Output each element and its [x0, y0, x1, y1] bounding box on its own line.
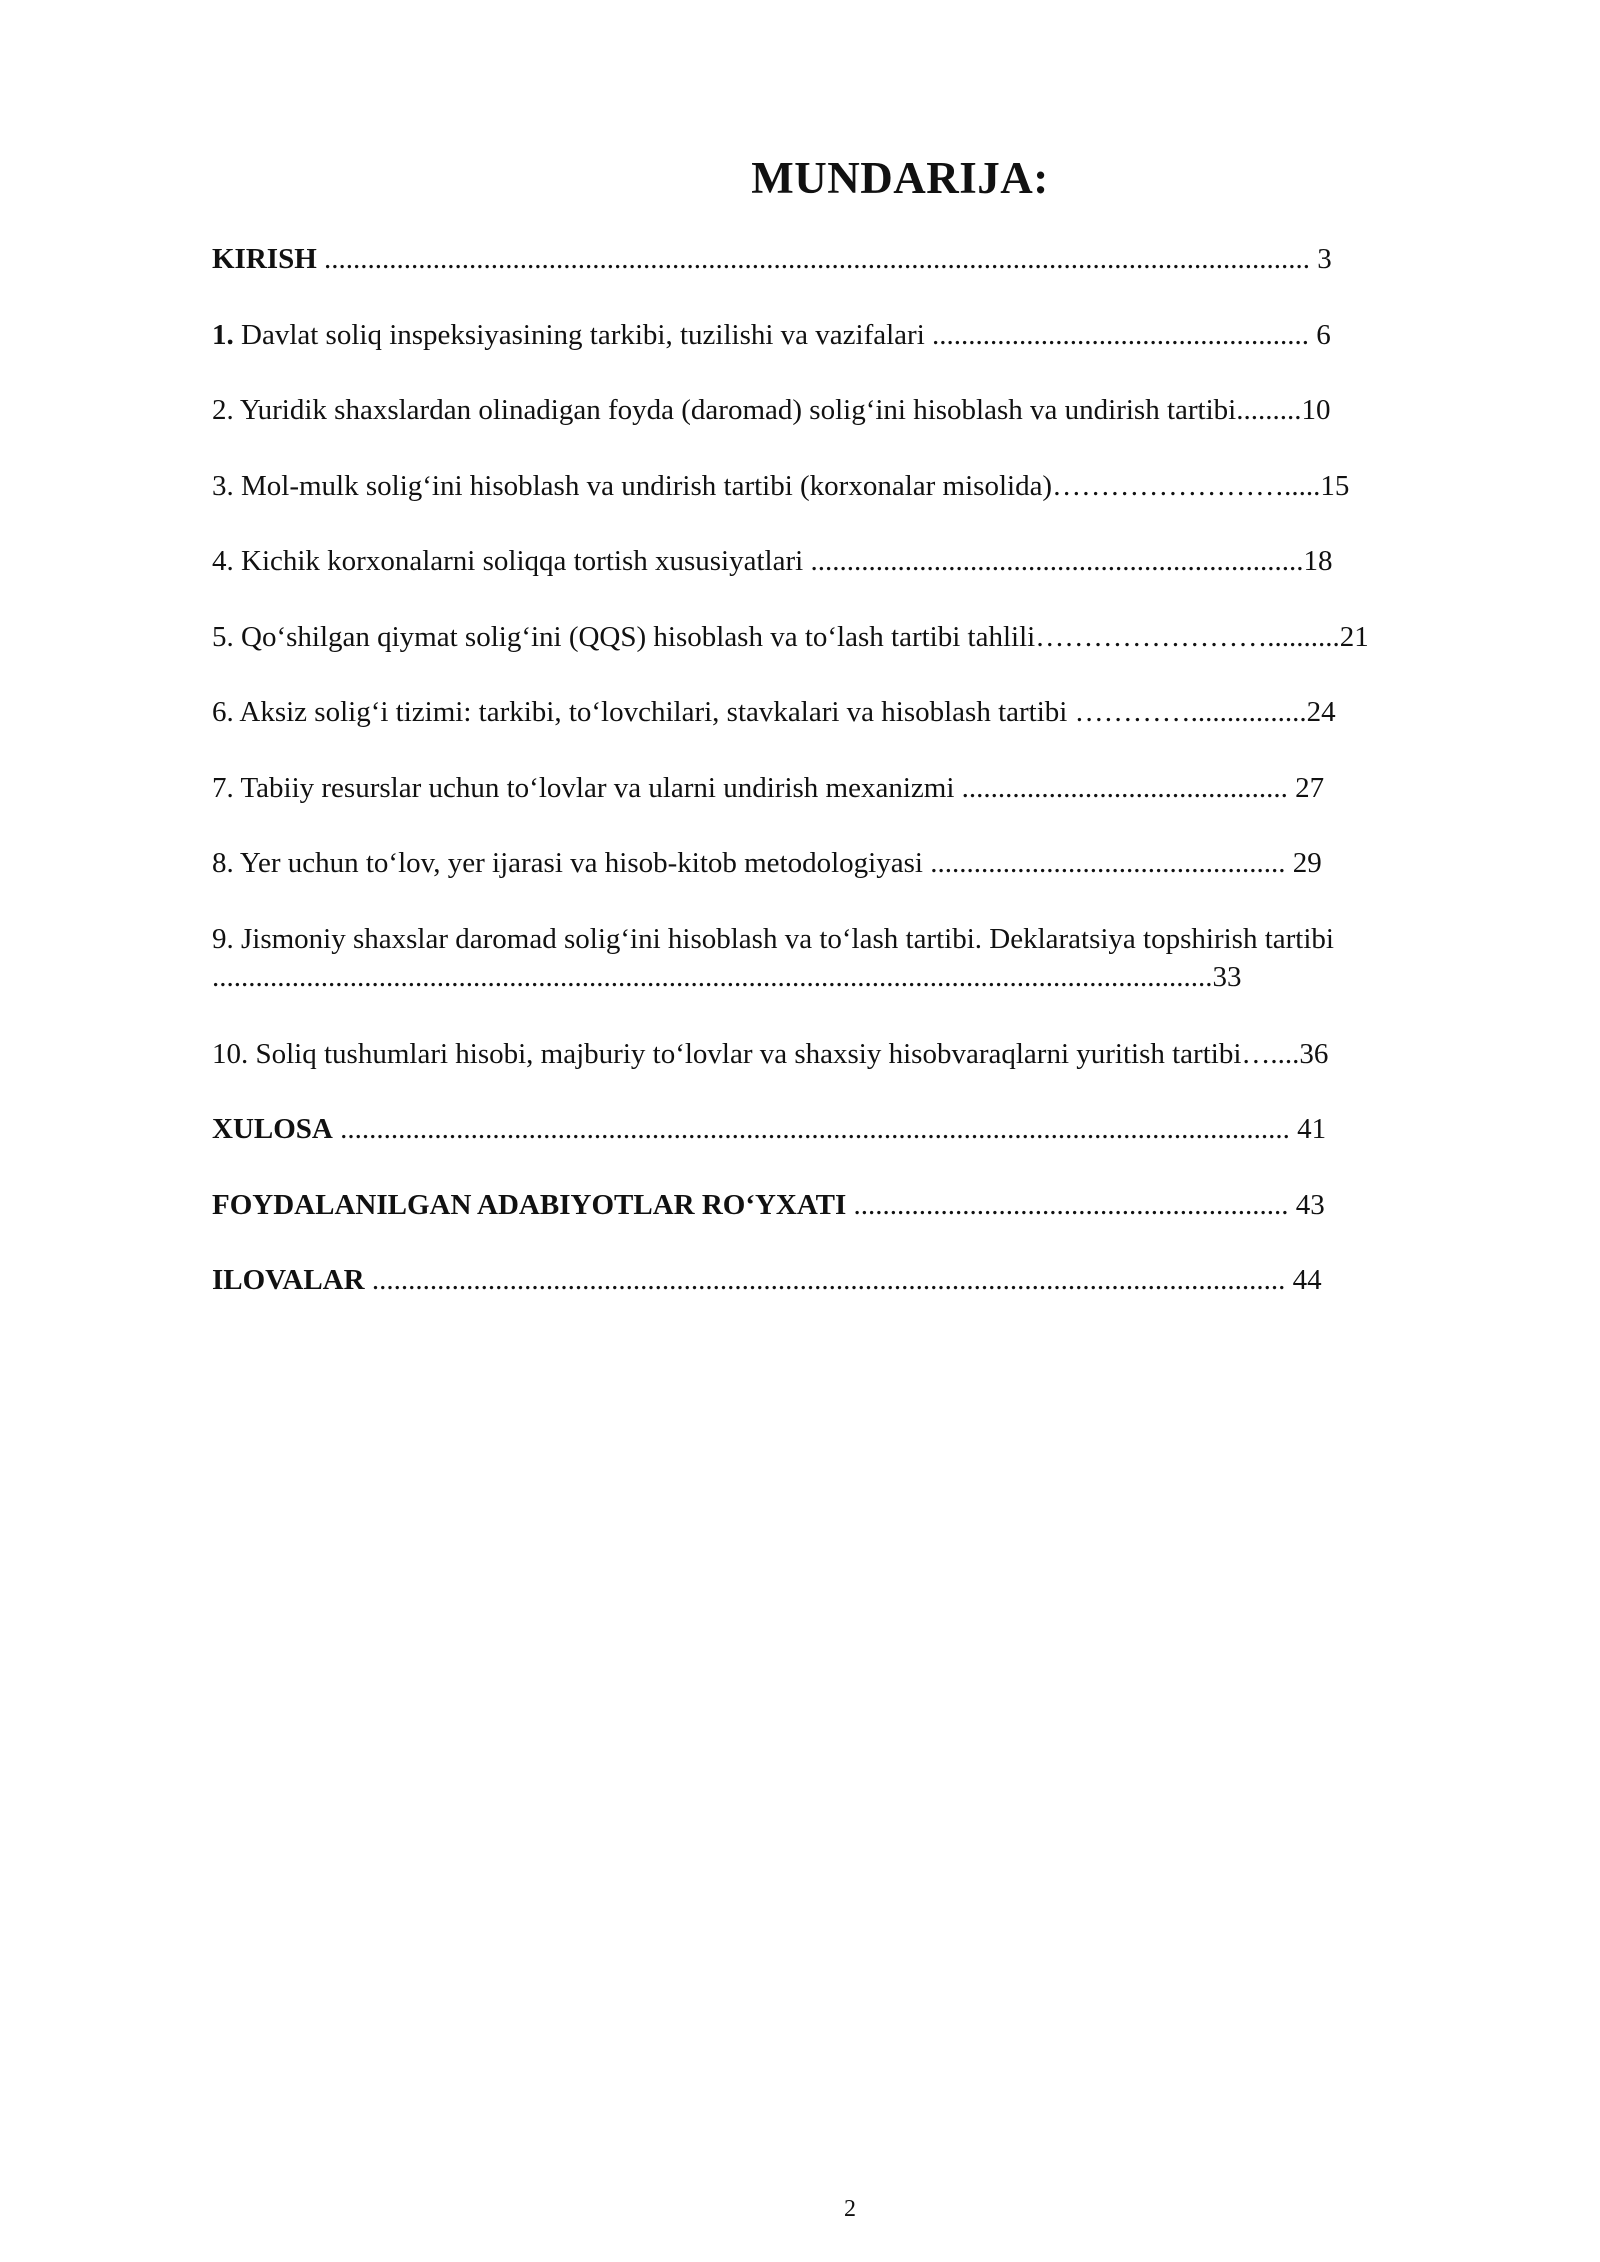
toc-entry-text — [212, 923, 1341, 993]
toc-entry-label: 7. Tabiiy resurslar uchun to‘lovlar va ularni undirish mexanizmi — [212, 772, 955, 804]
toc-entry-label: Davlat soliq inspeksiyasining tarkibi, tuzilishi va vazifalari — [233, 319, 925, 351]
toc-entry-label: 10. Soliq tushumlari hisobi, majburiy to‘lovlar va shaxsiy hisobvaraqlarni yuritish tartibi — [212, 1038, 1242, 1070]
toc-entry[interactable] — [212, 240, 1474, 278]
toc-entry[interactable] — [212, 1035, 1474, 1073]
toc-entry-leader: ........................................................................................................................................ — [316, 243, 1318, 275]
toc-entry-number: 1. — [212, 319, 234, 351]
toc-entry-page-number: 41 — [1297, 1113, 1327, 1145]
toc-entry-text — [212, 470, 1349, 502]
toc-entry-leader: ……………………..... — [1052, 470, 1321, 502]
toc-entry-text — [212, 1189, 1325, 1221]
toc-entry[interactable] — [212, 1186, 1474, 1224]
toc-entry[interactable] — [212, 391, 1474, 429]
toc-entry-label: ILOVALAR — [212, 1264, 365, 1296]
toc-entry-leader: ............................................. — [954, 772, 1296, 804]
toc-entry-page-number: 21 — [1339, 621, 1369, 653]
toc-entry-page-number: 33 — [1212, 961, 1242, 993]
toc-entry-text — [212, 1113, 1326, 1145]
toc-entry-leader: .......................................................................................................................................... — [212, 923, 1342, 993]
toc-entry-text — [212, 243, 1332, 275]
toc-entry[interactable] — [212, 1261, 1474, 1299]
toc-entry[interactable] — [212, 1110, 1474, 1148]
toc-entry-leader: …………................ — [1067, 696, 1307, 728]
toc-entry[interactable] — [212, 316, 1474, 354]
toc-entry-leader: ….... — [1241, 1038, 1300, 1070]
toc-entry-leader: …………………….......... — [1035, 621, 1340, 653]
toc-title: MUNDARIJA: — [751, 153, 1049, 203]
toc-entry-text — [212, 772, 1324, 804]
toc-entry-leader: ............................................................ — [846, 1189, 1296, 1221]
toc-entry-page-number: 29 — [1292, 847, 1322, 879]
toc-entry[interactable] — [212, 693, 1474, 731]
toc-entry-text — [212, 1264, 1322, 1296]
toc-entry-label: 5. Qo‘shilgan qiymat solig‘ini (QQS) hisoblash va to‘lash tartibi tahlili — [212, 621, 1036, 653]
toc-entry-text — [212, 621, 1369, 653]
toc-entry-label: KIRISH — [212, 243, 317, 275]
toc-entry-label: 9. Jismoniy shaxslar daromad solig‘ini hisoblash va to‘lash tartibi. Deklaratsiya topshirish tartibi — [212, 923, 1334, 955]
toc-entry-leader: .............................................................................................................................. — [364, 1264, 1293, 1296]
toc-entry-leader: ......... — [1236, 394, 1302, 426]
toc-entry-text — [212, 847, 1322, 879]
toc-entry-leader: .................................................... — [924, 319, 1317, 351]
page-number: 2 — [844, 2196, 856, 2222]
toc-entry[interactable] — [212, 920, 1474, 996]
toc-entry-label: 6. Aksiz solig‘i tizimi: tarkibi, to‘lovchilari, stavkalari va hisoblash tartibi — [212, 696, 1068, 728]
toc-entry-text — [212, 319, 1331, 351]
toc-entry-text — [212, 1038, 1328, 1070]
toc-entry-page-number: 36 — [1299, 1038, 1329, 1070]
toc-entry-page-number: 10 — [1301, 394, 1331, 426]
toc-entry-label: 8. Yer uchun to‘lov, yer ijarasi va hisob-kitob metodologiyasi — [212, 847, 923, 879]
toc-entry-label: 3. Mol-mulk solig‘ini hisoblash va undirish tartibi (korxonalar misolida) — [212, 470, 1053, 502]
toc-entry-label: 4. Kichik korxonalarni soliqqa tortish xususiyatlari — [212, 545, 804, 577]
toc-entry-page-number: 6 — [1316, 319, 1331, 351]
toc-entry-page-number: 3 — [1317, 243, 1332, 275]
toc-entry[interactable] — [212, 542, 1474, 580]
toc-entry-label: XULOSA — [212, 1113, 333, 1145]
toc-entry-page-number: 24 — [1306, 696, 1336, 728]
toc-entry-leader: .................................................................... — [803, 545, 1304, 577]
toc-entry[interactable] — [212, 467, 1474, 505]
toc-entry-text — [212, 696, 1336, 728]
toc-entry-page-number: 15 — [1320, 470, 1350, 502]
toc-entry[interactable] — [212, 618, 1474, 656]
toc-entry-label: FOYDALANILGAN ADABIYOTLAR RO‘YXATI — [212, 1189, 847, 1221]
toc-entry-page-number: 43 — [1295, 1189, 1325, 1221]
toc-entry-page-number: 44 — [1292, 1264, 1322, 1296]
toc-entry[interactable] — [212, 769, 1474, 807]
toc-entry-label: 2. Yuridik shaxslardan olinadigan foyda (daromad) solig‘ini hisoblash va undirish tartibi — [212, 394, 1237, 426]
toc-entry-page-number: 18 — [1303, 545, 1333, 577]
toc-entry-text — [212, 394, 1330, 426]
toc-entry[interactable] — [212, 844, 1474, 882]
toc-entry-leader: ................................................. — [922, 847, 1293, 879]
toc-entry-page-number: 27 — [1295, 772, 1325, 804]
toc-entry-leader: ................................................................................................................................... — [332, 1113, 1298, 1145]
toc-entry-text — [212, 545, 1332, 577]
